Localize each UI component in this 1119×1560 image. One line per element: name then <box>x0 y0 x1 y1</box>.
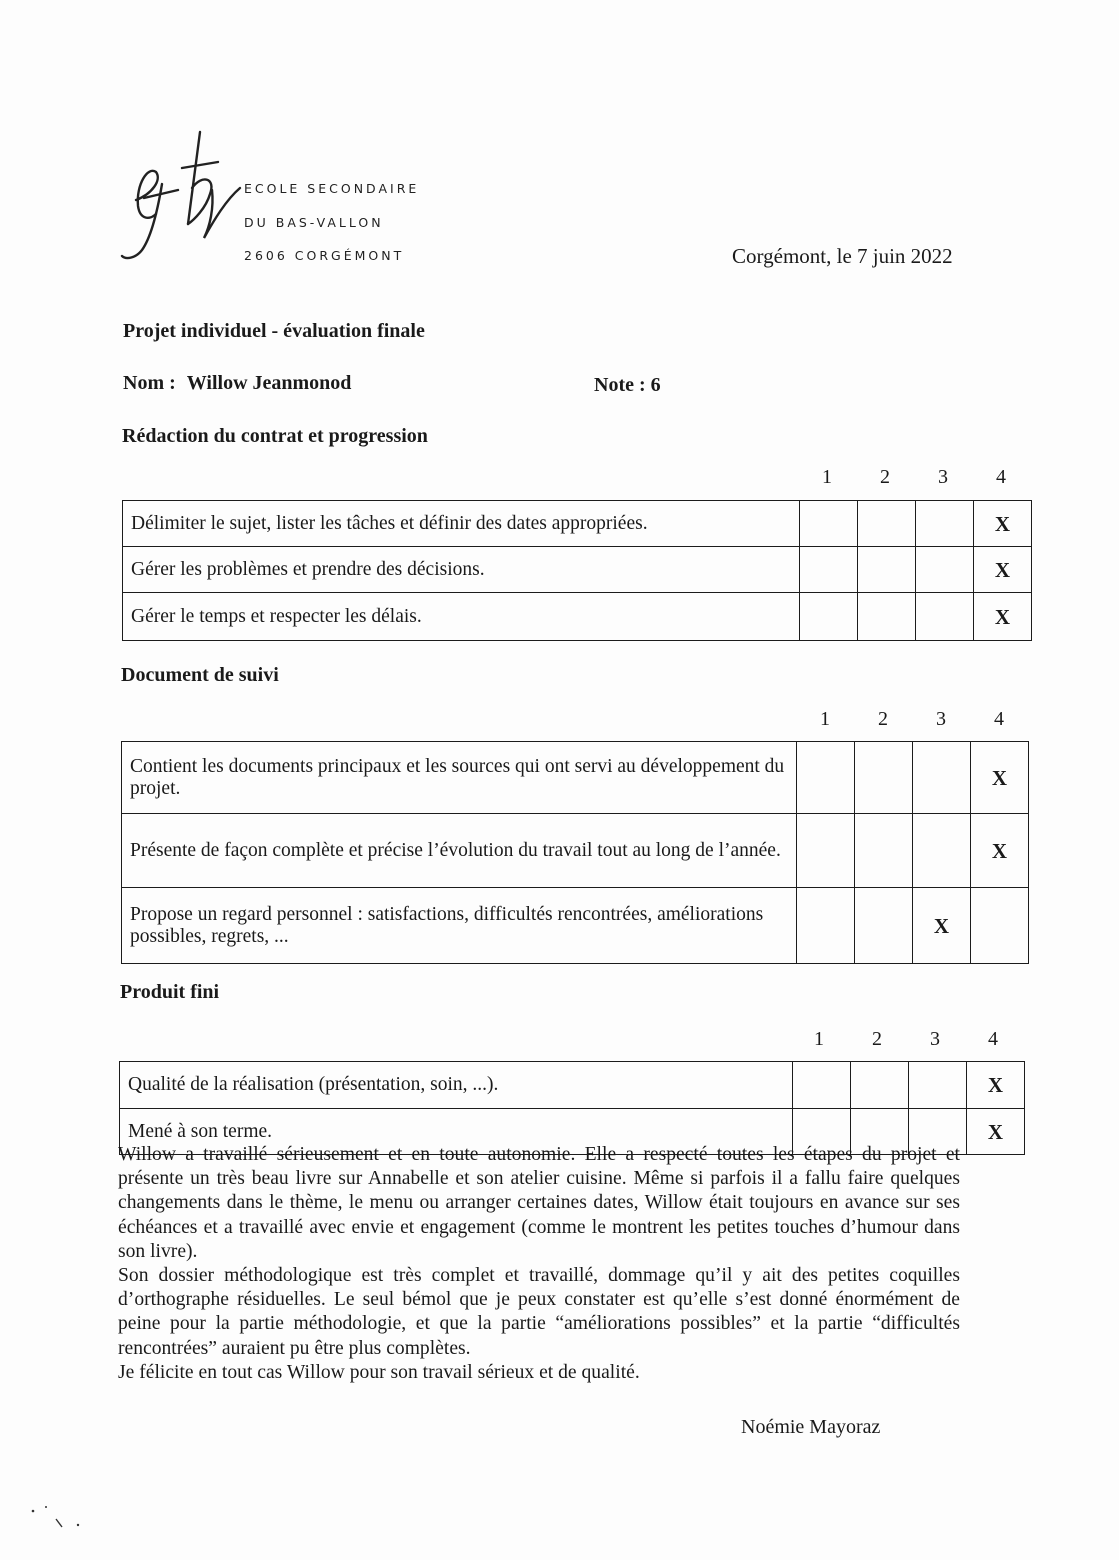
name-label: Nom : <box>123 372 176 394</box>
section-title-tracking: Document de suivi <box>121 664 279 686</box>
school-name-line-1: ECOLE SECONDAIRE <box>244 181 420 196</box>
criterion-text: Propose un regard personnel : satisfactions, difficultés rencontrées, améliorations possibles, regrets, ... <box>122 888 797 964</box>
scale-2: 2 <box>872 1028 882 1050</box>
mark-cell <box>971 888 1029 964</box>
scale-1: 1 <box>820 708 830 730</box>
mark-cell <box>913 814 971 888</box>
mark-cell <box>797 742 855 814</box>
school-name-line-2: DU BAS-VALLON <box>244 215 384 230</box>
table-row <box>122 814 1029 888</box>
mark-cell: X <box>967 1109 1025 1155</box>
mark-cell <box>913 742 971 814</box>
mark-cell: X <box>974 547 1032 593</box>
teacher-signature-name: Noémie Mayoraz <box>741 1416 881 1438</box>
mark-cell: X <box>971 814 1029 888</box>
mark-cell <box>800 547 858 593</box>
mark-cell <box>858 593 916 641</box>
rating-scale-header <box>796 708 1028 731</box>
school-address: 2606 CORGÉMONT <box>244 248 405 263</box>
section-title-contract: Rédaction du contrat et progression <box>122 425 428 447</box>
scale-4: 4 <box>996 466 1006 488</box>
scale-1: 1 <box>814 1028 824 1050</box>
mark-cell <box>800 593 858 641</box>
section-title-product: Produit fini <box>120 981 220 1003</box>
mark-cell: X <box>971 742 1029 814</box>
mark-cell <box>855 814 913 888</box>
mark-cell <box>858 501 916 547</box>
mark-cell <box>858 547 916 593</box>
table-row <box>123 593 1032 641</box>
mark-cell <box>916 547 974 593</box>
teacher-comment <box>118 1143 960 1385</box>
mark-cell <box>797 814 855 888</box>
evaluation-table-tracking <box>121 741 1029 964</box>
table-row <box>122 888 1029 964</box>
criterion-text: Mené à son terme. <box>120 1109 793 1155</box>
mark-cell <box>851 1062 909 1109</box>
scale-4: 4 <box>988 1028 998 1050</box>
mark-cell <box>797 888 855 964</box>
document-date: Corgémont, le 7 juin 2022 <box>732 244 953 268</box>
scale-2: 2 <box>878 708 888 730</box>
mark-cell <box>909 1062 967 1109</box>
mark-cell <box>800 501 858 547</box>
mark-cell: X <box>974 501 1032 547</box>
comment-paragraph-1: Willow a travaillé sérieusement et en toute autonomie. Elle a respecté toutes les étapes du projet et présente un très beau livre sur Annabelle et son atelier cuisine. Même si parfois il a fallu faire quelques changements dans le thème, le menu ou arranger certaines dates, Willow était toujours en avance sur ses échéances et a travaillé avec envie et engagement (comme le montrent les petites touches d’humour dans son livre). <box>118 1144 960 1262</box>
grade-value: 6 <box>650 374 661 396</box>
scale-2: 2 <box>880 466 890 488</box>
document-title: Projet individuel - évaluation finale <box>123 320 425 342</box>
rating-scale-header <box>798 466 1030 489</box>
student-name: Willow Jeanmonod <box>186 372 352 394</box>
mark-cell <box>916 501 974 547</box>
mark-cell: X <box>967 1062 1025 1109</box>
evaluation-table-product <box>119 1061 1025 1155</box>
criterion-text: Présente de façon complète et précise l’évolution du travail tout au long de l’année. <box>122 814 797 888</box>
scale-3: 3 <box>936 708 946 730</box>
grade-row <box>594 374 661 397</box>
grade-label: Note : <box>594 374 646 396</box>
mark-cell <box>855 742 913 814</box>
mark-cell <box>916 593 974 641</box>
criterion-text: Délimiter le sujet, lister les tâches et définir des dates appropriées. <box>123 501 800 547</box>
scan-specks <box>30 1505 90 1545</box>
criterion-text: Contient les documents principaux et les sources qui ont servi au développement du projet. <box>122 742 797 814</box>
criterion-text: Gérer le temps et respecter les délais. <box>123 593 800 641</box>
mark-cell: X <box>913 888 971 964</box>
table-row <box>122 742 1029 814</box>
table-row <box>123 547 1032 593</box>
mark-cell <box>793 1062 851 1109</box>
scale-3: 3 <box>938 466 948 488</box>
mark-cell <box>855 888 913 964</box>
scale-1: 1 <box>822 466 832 488</box>
table-row <box>123 501 1032 547</box>
mark-cell: X <box>974 593 1032 641</box>
criterion-text: Gérer les problèmes et prendre des décisions. <box>123 547 800 593</box>
scale-3: 3 <box>930 1028 940 1050</box>
rating-scale-header <box>790 1028 1022 1051</box>
comment-paragraph-3: Je félicite en tout cas Willow pour son travail sérieux et de qualité. <box>118 1361 640 1383</box>
criterion-text: Qualité de la réalisation (présentation, soin, ...). <box>120 1062 793 1109</box>
scale-4: 4 <box>994 708 1004 730</box>
school-logo <box>118 128 248 268</box>
student-name-row <box>123 372 351 395</box>
evaluation-table-contract <box>122 500 1032 641</box>
table-row <box>120 1062 1025 1109</box>
comment-paragraph-2: Son dossier méthodologique est très complet et travaillé, dommage qu’il y ait des petites coquilles d’orthographe résiduelles. Le seul bémol que je peux constater est qu’elle s’est donné énormément de peine pour la partie méthodologie, et que la partie “améliorations possibles” et la partie “difficultés rencontrées” auraient pu être plus complètes. <box>118 1265 960 1359</box>
